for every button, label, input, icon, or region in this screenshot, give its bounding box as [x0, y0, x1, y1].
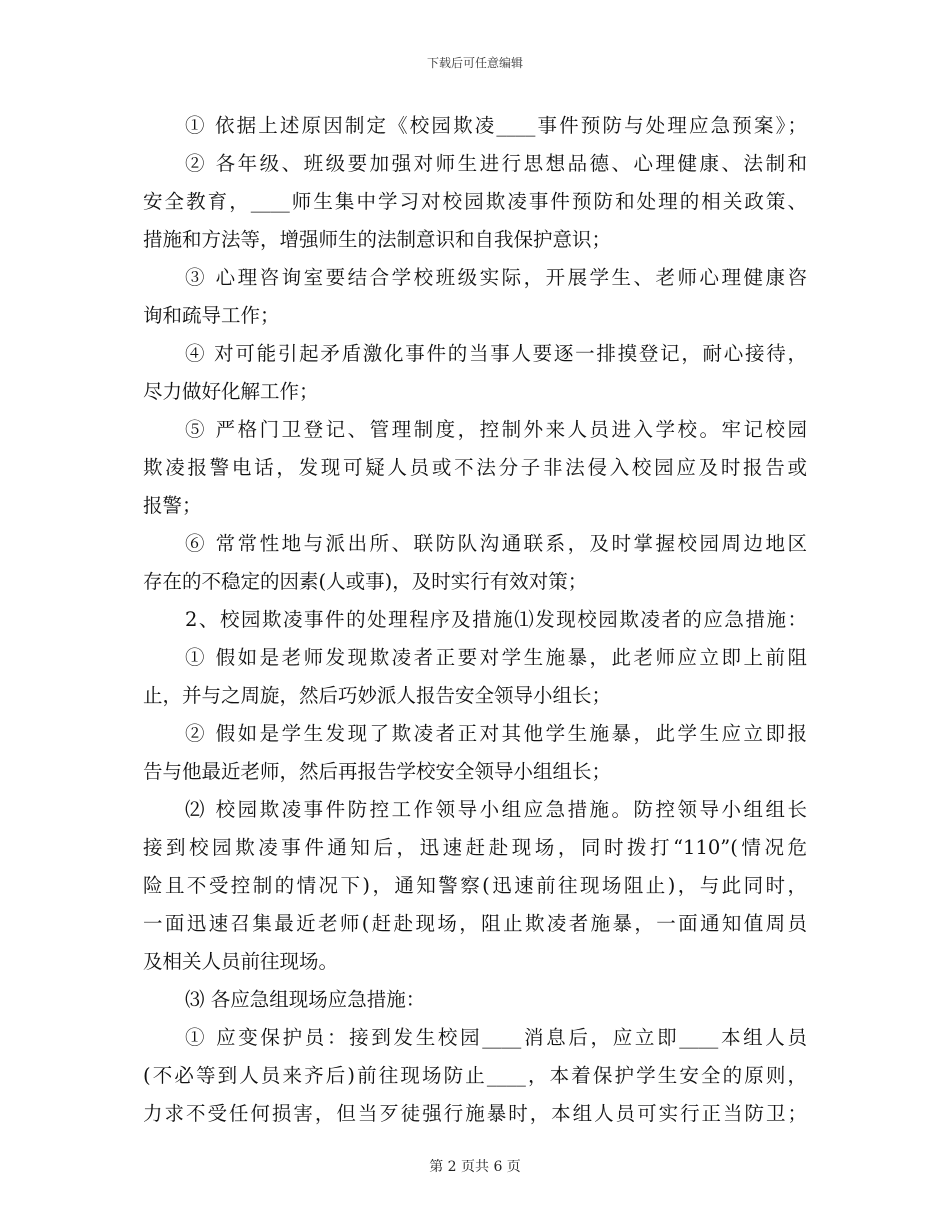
paragraph-line: 询和疏导工作； [143, 304, 280, 327]
paragraph-line: 力求不受任何损害，但当歹徒强行施暴时，本组人员可实行正当防卫； [143, 1102, 807, 1125]
paragraph-line: 接到校园欺凌事件通知后，迅速赶赴现场，同时拨打“110”(情况危 [143, 836, 807, 859]
paragraph-line: 告与他最近老师，然后再报告学校安全领导小组组长； [143, 760, 612, 783]
paragraph-line: ④ 对可能引起矛盾激化事件的当事人要逐一排摸登记，耐心接待， [185, 342, 807, 365]
paragraph-line: 报警； [143, 494, 202, 517]
paragraph-line: ① 应变保护员：接到发生校园____消息后，应立即____本组人员 [185, 1026, 807, 1049]
document-body [143, 107, 807, 1133]
paragraph-line: ① 假如是老师发现欺凌者正要对学生施暴，此老师应立即上前阻 [185, 646, 807, 669]
paragraph-line: 欺凌报警电话，发现可疑人员或不法分子非法侵入校园应及时报告或 [143, 456, 807, 479]
page-header-note: 下载后可任意编辑 [426, 56, 523, 70]
paragraph-line: 措施和方法等，增强师生的法制意识和自我保护意识； [143, 228, 612, 251]
paragraph-line: ① 依据上述原因制定《校园欺凌____事件预防与处理应急预案》； [185, 114, 807, 137]
paragraph-line: ② 假如是学生发现了欺凌者正对其他学生施暴，此学生应立即报 [185, 722, 807, 745]
paragraph-line: ⑤ 严格门卫登记、管理制度，控制外来人员进入学校。牢记校园 [185, 418, 807, 441]
page-number: 第 2 页共 6 页 [429, 1159, 521, 1175]
paragraph-line: 存在的不稳定的因素(人或事)，及时实行有效对策； [143, 570, 588, 593]
paragraph-line: 险且不受控制的情况下)，通知警察(迅速前往现场阻止)，与此同时， [143, 874, 807, 897]
paragraph-line: 止，并与之周旋，然后巧妙派人报告安全领导小组长； [143, 684, 612, 707]
paragraph-line: ⑥ 常常性地与派出所、联防队沟通联系，及时掌握校园周边地区 [185, 532, 807, 555]
paragraph-line: ⑶ 各应急组现场应急措施： [185, 988, 426, 1011]
paragraph-line: 及相关人员前往现场。 [143, 950, 339, 973]
paragraph-line: 尽力做好化解工作； [143, 380, 319, 403]
paragraph-line: ⑵ 校园欺凌事件防控工作领导小组应急措施。防控领导小组组长 [185, 798, 807, 821]
paragraph-line: 一面迅速召集最近老师(赶赴现场，阻止欺凌者施暴，一面通知值周员 [143, 912, 807, 935]
paragraph-line: ③ 心理咨询室要结合学校班级实际，开展学生、老师心理健康咨 [185, 266, 807, 289]
paragraph-line: ② 各年级、班级要加强对师生进行思想品德、心理健康、法制和 [185, 152, 807, 175]
paragraph-line: 安全教育，____师生集中学习对校园欺凌事件预防和处理的相关政策、 [143, 190, 807, 213]
paragraph-line: (不必等到人员来齐后)前往现场防止____，本着保护学生安全的原则， [143, 1064, 807, 1087]
section-heading-line: 2、校园欺凌事件的处理程序及措施⑴发现校园欺凌者的应急措施： [185, 608, 807, 631]
